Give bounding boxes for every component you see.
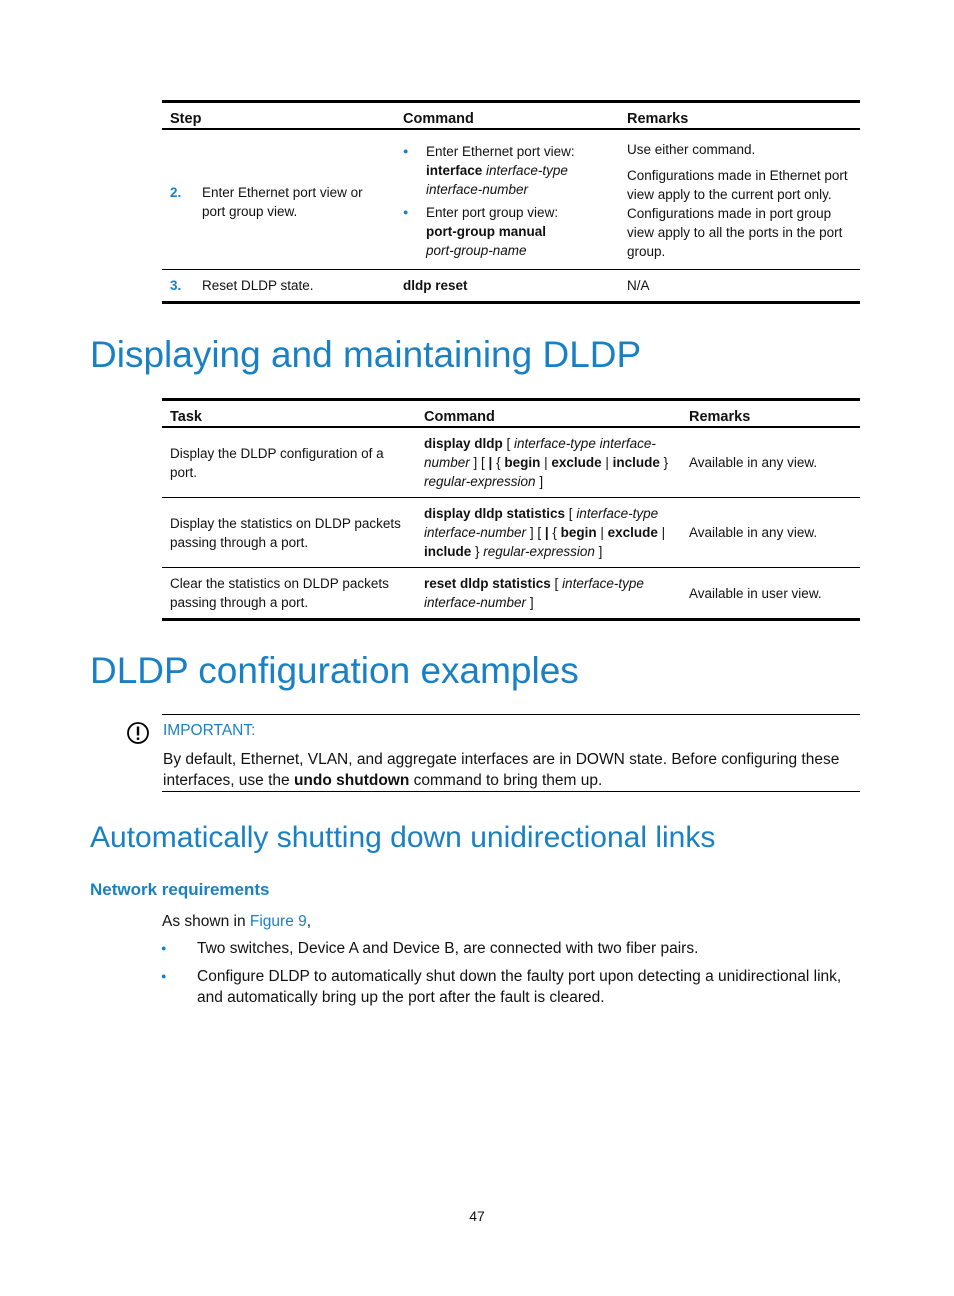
command-bracket: ] [ — [526, 525, 545, 540]
task-cell: Clear the statistics on DLDP packets passing through a port. — [162, 568, 416, 620]
command-keyword: port-group manual — [426, 223, 546, 239]
command-keyword: display dldp — [424, 436, 503, 451]
command-keyword: exclude — [607, 525, 658, 540]
table-row — [162, 568, 860, 620]
command-argument: interface-type interface-number — [426, 162, 568, 197]
header-command: Command — [416, 400, 681, 428]
command-prefix: Enter Ethernet port view: — [426, 143, 575, 159]
list-item — [403, 203, 611, 260]
command-argument: regular-expression — [424, 474, 536, 489]
command-keyword: exclude — [551, 455, 602, 470]
command-bracket: { — [492, 455, 505, 470]
remark-text: Use either command. — [627, 142, 756, 157]
table-row — [162, 498, 860, 568]
command-bracket: } — [659, 455, 669, 470]
important-label: IMPORTANT: — [163, 722, 256, 739]
command-keyword: reset dldp statistics — [424, 576, 551, 591]
header-remarks: Remarks — [619, 102, 860, 130]
command-argument: interface-type interface-number — [424, 576, 644, 610]
figure-link[interactable]: Figure 9 — [249, 913, 307, 930]
remarks-cell: Available in user view. — [681, 568, 860, 620]
section-heading: Displaying and maintaining DLDP — [90, 334, 642, 375]
table-row — [162, 427, 860, 498]
note-bottom-rule — [162, 791, 860, 792]
header-command: Command — [395, 102, 619, 130]
intro-paragraph — [162, 911, 311, 932]
command-bracket: ] — [535, 474, 544, 489]
important-command: undo shutdown — [293, 772, 410, 789]
command-keyword: dldp reset — [403, 278, 468, 293]
remark-text: Configurations made in Ethernet port view apply to the current port only. Configurations made in port group view apply to all the ports in the port group. — [627, 168, 848, 259]
command-bracket: ] [ — [469, 455, 489, 470]
remark-text: N/A — [627, 278, 650, 293]
command-bracket: ] — [594, 544, 603, 559]
command-bracket: [ — [565, 506, 577, 521]
step-number: 3. — [170, 278, 182, 293]
command-bracket: } — [471, 544, 484, 559]
command-pipe: | — [544, 525, 549, 540]
note-top-rule — [162, 714, 860, 715]
command-bracket: [ — [550, 576, 563, 591]
step-table-wrapper — [162, 100, 860, 304]
step-number: 2. — [170, 184, 182, 200]
intro-text: , — [306, 913, 312, 930]
command-separator: | — [601, 455, 613, 470]
command-pipe: | — [488, 455, 493, 470]
table-row — [162, 129, 860, 270]
important-text-part: command to bring them up. — [409, 772, 603, 789]
command-keyword: display dldp statistics — [424, 506, 566, 521]
step-cell — [162, 270, 395, 303]
header-step: Step — [162, 102, 395, 130]
step-text: Enter Ethernet port view or port group view. — [202, 184, 363, 219]
intro-text: As shown in — [162, 913, 250, 930]
task-table — [162, 398, 860, 621]
command-cell — [416, 568, 681, 620]
important-text — [163, 749, 853, 791]
remarks-cell: Available in any view. — [681, 427, 860, 498]
command-keyword: interface — [426, 162, 483, 178]
command-keyword: begin — [504, 455, 541, 470]
command-keyword: begin — [560, 525, 597, 540]
remarks-cell — [619, 129, 860, 270]
step-cell — [162, 129, 395, 270]
command-argument: regular-expression — [483, 544, 595, 559]
command-prefix: Enter port group view: — [426, 204, 559, 220]
command-separator: | — [657, 525, 666, 540]
task-cell: Display the statistics on DLDP packets passing through a port. — [162, 498, 416, 568]
command-keyword: include — [612, 455, 660, 470]
header-task: Task — [162, 400, 416, 428]
warning-circle-icon — [126, 721, 150, 745]
list-item: ● Two switches, Device A and Device B, are connected with two fiber pairs. — [161, 938, 871, 959]
command-argument: interface-type interface-number — [424, 506, 659, 540]
command-separator: | — [540, 455, 552, 470]
list-item — [403, 142, 611, 199]
remarks-cell — [619, 270, 860, 303]
command-cell — [395, 270, 619, 303]
page-number: 47 — [469, 1208, 485, 1224]
table-row — [162, 270, 860, 303]
step-text: Reset DLDP state. — [202, 278, 314, 293]
list-item: ● Configure DLDP to automatically shut down the faulty port upon detecting a unidirectional link, and automatically bring up the port after the fault is cleared. — [161, 966, 871, 1008]
remarks-cell: Available in any view. — [681, 498, 860, 568]
command-bracket: [ — [502, 436, 515, 451]
task-cell: Display the DLDP configuration of a port. — [162, 427, 416, 498]
command-bracket: ] — [526, 595, 534, 610]
table-header-row — [162, 400, 860, 428]
table-header-row — [162, 102, 860, 130]
command-bracket: { — [548, 525, 561, 540]
command-cell — [416, 498, 681, 568]
subsection-heading: Automatically shutting down unidirectional links — [90, 821, 716, 854]
task-table-wrapper — [162, 398, 860, 621]
command-keyword: include — [424, 544, 472, 559]
step-table — [162, 100, 860, 304]
subsubsection-heading: Network requirements — [90, 880, 270, 899]
section-heading: DLDP configuration examples — [90, 650, 579, 691]
command-cell — [395, 129, 619, 270]
command-cell — [416, 427, 681, 498]
command-argument: interface-type interface-number — [424, 436, 656, 470]
command-separator: | — [596, 525, 608, 540]
important-text-part: By default, Ethernet, VLAN, and aggregate interfaces are in DOWN state. Before configuring these interfaces, use the — [163, 751, 840, 789]
command-argument: port-group-name — [426, 242, 527, 258]
header-remarks: Remarks — [681, 400, 860, 428]
